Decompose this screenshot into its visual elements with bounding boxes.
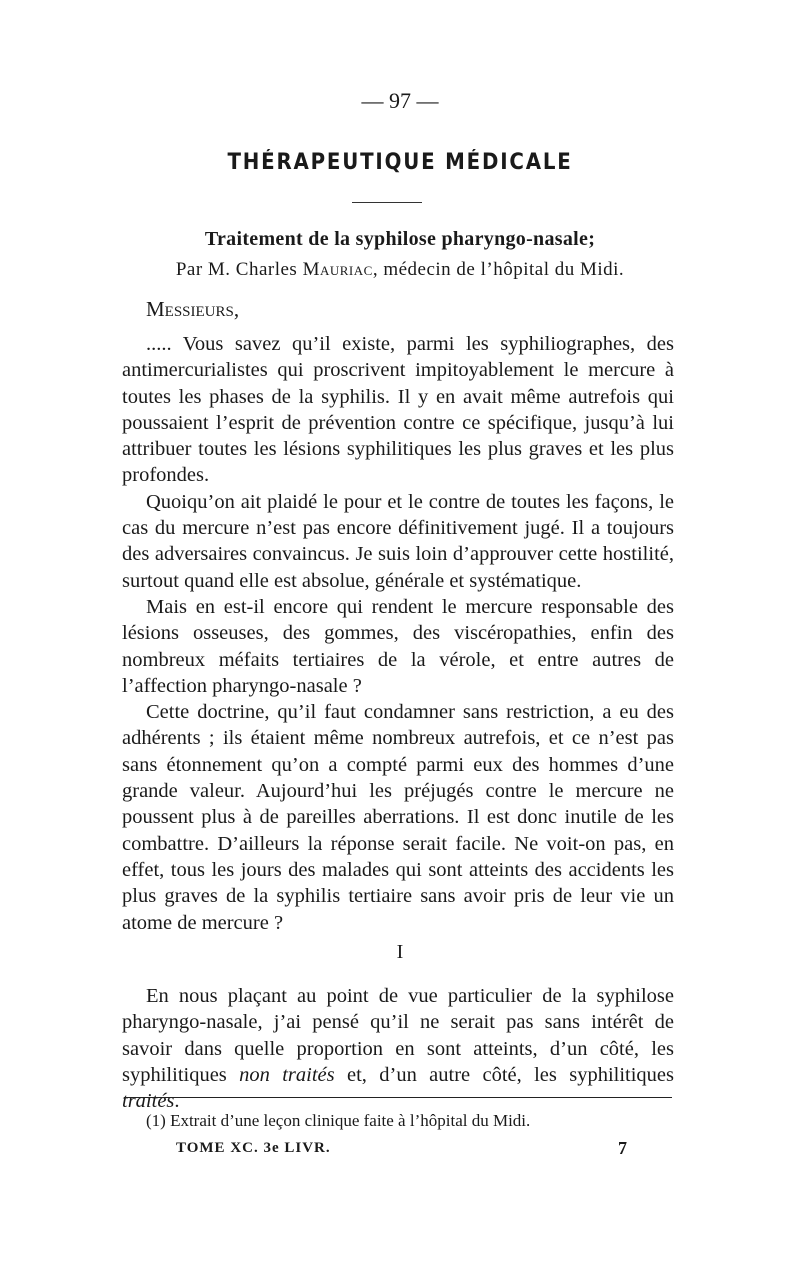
byline-suffix: , médecin de l’hôpital du Midi. (372, 259, 625, 280)
footnote: (1) Extrait d’une leçon clinique faite à l’hôpital du Midi. (146, 1111, 531, 1130)
paragraph-5-italic-2: traités (122, 1090, 175, 1113)
byline-prefix: Par M. Charles (175, 259, 303, 280)
footnote-divider (124, 1097, 672, 1098)
paragraph-5-italic-1: non traités (239, 1063, 335, 1086)
paragraph-5 (122, 983, 674, 1114)
byline-author: Mauriac (302, 259, 373, 280)
title-divider (352, 202, 422, 203)
paragraph-1: ..... Vous savez qu’il existe, parmi les syphiliographes, des antimercurialistes qui proscrivent impitoyablement le mercure à toutes les phases de la syphilis. Il y en avait même autrefois qui poussaient l’esprit de prévention contre ce spécifique, jusqu’à lui attribuer toutes les lésions syphilitiques les plus graves et les plus profondes. (122, 333, 674, 487)
body-text (122, 331, 674, 936)
paragraph-2: Quoiqu’on ait plaidé le pour et le contre de toutes les façons, le cas du mercure n’est pas encore définitivement jugé. Il a toujours des adversaires convaincus. Je suis loin d’approuver cette hostilité, surtout quand elle est absolue, générale et systématique. (122, 490, 674, 592)
section-number: I (396, 941, 404, 963)
paragraph-5-end: . (174, 1090, 180, 1113)
paragraph-5-mid: et, d’un autre côté, les syphilitiques (334, 1063, 674, 1086)
paragraph-5-text (122, 983, 674, 1114)
page-number: — 97 — (361, 88, 439, 113)
article-title: Traitement de la syphilose pharyngo-nasale; (204, 228, 596, 250)
signature-number: 7 (618, 1138, 627, 1158)
paragraph-5-prefix: En nous plaçant au point de vue particulier de la syphilose pharyngo-nasale, j’ai pensé qu’il ne serait pas sans intérêt de savoir dans quelle proportion en sont atteints, d’un côté, les syphilitiques (122, 985, 674, 1086)
byline (0, 259, 800, 281)
section-title: THÉRAPEUTIQUE MÉDICALE (227, 150, 573, 175)
paragraph-3: Mais en est-il encore qui rendent le mercure responsable des lésions osseuses, des gommes, des viscéropathies, enfin des nombreux méfaits tertiaires de la vérole, et entre autres de l’affection pharyngo-nasale ? (122, 595, 674, 697)
salutation: Messieurs, (146, 297, 240, 321)
signature-mark: TOME XC. 3e LIVR. (176, 1140, 331, 1156)
paragraph-4: Cette doctrine, qu’il faut condamner sans restriction, a eu des adhérents ; ils étaient même nombreux autrefois, et ce n’est pas sans étonnement qu’on a compté parmi eux des hommes d’une grande valeur. Aujourd’hui les préjugés contre le mercure ne poussent plus à de pareilles aberrations. Il est donc inutile de les combattre. D’ailleurs la réponse serait facile. Ne voit-on pas, en effet, tous les jours des malades qui sont atteints des accidents les plus graves de la syphilis tertiaire sans avoir pris de leur vie un atome de mercure ? (122, 701, 674, 934)
